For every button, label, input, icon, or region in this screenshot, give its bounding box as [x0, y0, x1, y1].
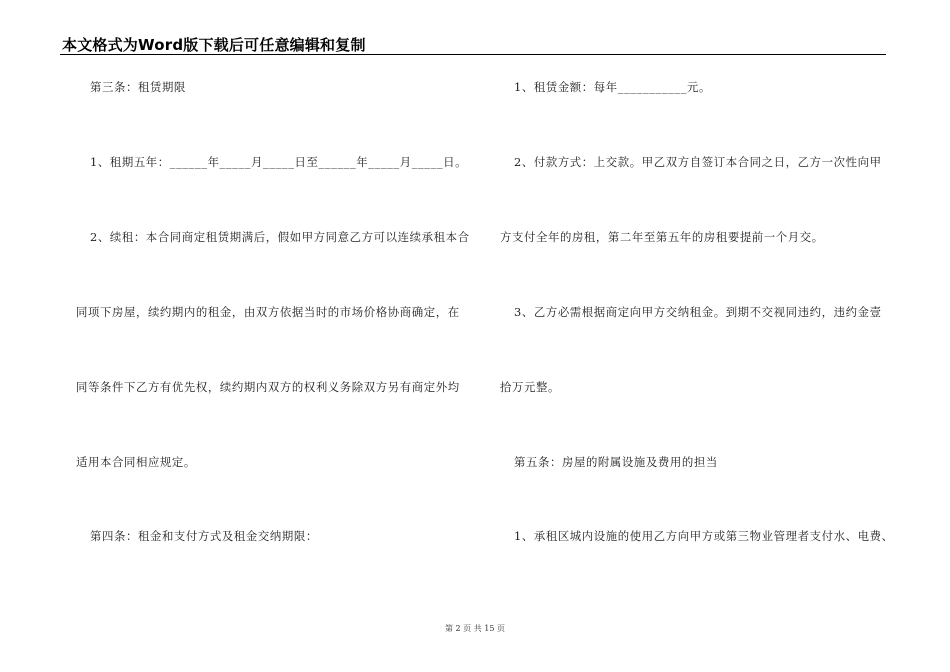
lease-term-line: 1、租期五年：______年_____月_____日至______年_____月_____日。: [90, 155, 468, 169]
rent-payment-line-2: 拾万元整。: [500, 380, 560, 394]
rent-amount-line: 1、租赁金额：每年___________元。: [514, 80, 712, 94]
renewal-line-2: 同项下房屋，续约期内的租金，由双方依据当时的市场价格协商确定，在: [76, 305, 460, 319]
rent-payment-line-1: 3、乙方必需根据商定向甲方交纳租金。到期不交视同违约，违约金壹: [514, 305, 882, 319]
renewal-line-3: 同等条件下乙方有优先权，续约期内双方的权利义务除双方另有商定外均: [76, 380, 460, 394]
renewal-line-4: 适用本合同相应规定。: [76, 455, 196, 469]
clause-4-heading: 第四条：租金和支付方式及租金交纳期限：: [90, 529, 318, 543]
page-number: 第 2 页 共 15 页: [445, 624, 505, 633]
right-text-column: [500, 0, 894, 620]
clause-3-heading: 第三条：租赁期限: [90, 80, 186, 94]
payment-method-line-2: 方支付全年的房租，第二年至第五年的房租要提前一个月交。: [500, 230, 824, 244]
left-text-column: [76, 0, 476, 620]
clause-5-heading: 第五条：房屋的附属设施及费用的担当: [514, 455, 718, 469]
renewal-line-1: 2、续租：本合同商定租赁期满后，假如甲方同意乙方可以连续承租本合: [90, 230, 470, 244]
payment-method-line-1: 2、付款方式：上交款。甲乙双方自签订本合同之日，乙方一次性向甲: [514, 155, 882, 169]
document-header-title: 本文格式为Word版下载后可任意编辑和复制: [62, 36, 366, 54]
facilities-line-1: 1、承租区城内设施的使用乙方向甲方或第三物业管理者支付水、电费、: [514, 529, 894, 543]
